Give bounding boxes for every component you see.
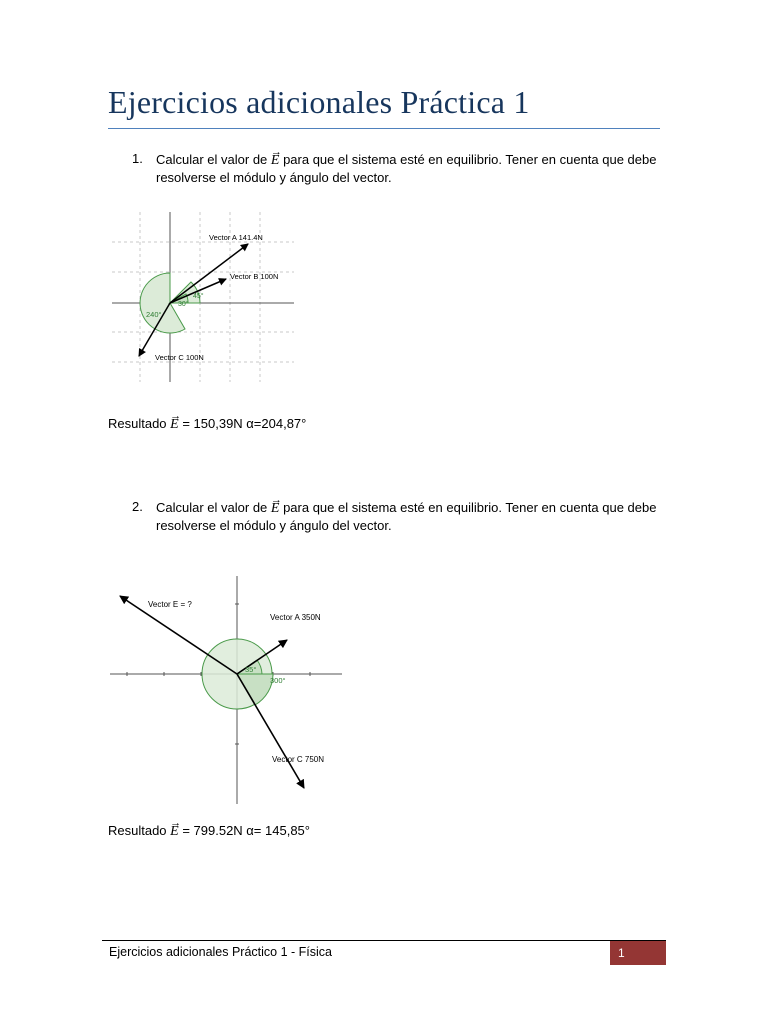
figure-2-vector-diagram [110, 576, 346, 806]
figure-1-vector-diagram [112, 212, 294, 382]
result-2-value: = 799.52N α= 145,85° [178, 823, 310, 838]
vector-c-label: Vector C 100N [155, 353, 204, 362]
page-number: 1 [610, 941, 666, 965]
angle-45-label: 45° [193, 293, 204, 300]
angle-30-label: 30° [178, 301, 189, 308]
question-text: Calcular el valor de → E para que el sistema esté en equilibrio. Tener en cuenta que debe resolverse el módulo y ángulo del vector. [156, 150, 666, 186]
result-1-value: = 150,39N α=204,87° [178, 416, 307, 431]
vector-b-label: Vector B 100N [230, 272, 279, 281]
result-2: Resultado → E = 799.52N α= 145,85° [108, 821, 310, 840]
result-1: Resultado → E = 150,39N α=204,87° [108, 414, 306, 433]
question-number: 1. [132, 151, 143, 166]
page-title: Ejercicios adicionales Práctica 1 [108, 84, 530, 120]
vector-e-symbol: → E [170, 414, 179, 433]
vector-e-symbol: → E [170, 821, 179, 840]
question-text: Calcular el valor de → E para que el sistema esté en equilibrio. Tener en cuenta que debe resolverse el módulo y ángulo del vector. [156, 498, 666, 534]
footer-divider [102, 940, 666, 941]
angle-240-label: 240° [146, 310, 162, 319]
vector-e-symbol: → E [271, 498, 280, 517]
vector-a-label: Vector A 141.4N [209, 233, 263, 242]
vector-a-label: Vector A 350N [270, 613, 321, 622]
vector-e-label: Vector E = ? [148, 600, 192, 609]
vector-c-arrow [237, 674, 304, 788]
title-divider [108, 128, 660, 129]
vector-c-label: Vector C 750N [272, 755, 325, 764]
angle-35-label: 35° [245, 665, 257, 674]
vector-e-symbol: → E [271, 150, 280, 169]
footer-text: Ejercicios adicionales Práctico 1 - Física [109, 945, 332, 959]
angle-300-label: 300° [270, 676, 286, 685]
question-number: 2. [132, 499, 143, 514]
